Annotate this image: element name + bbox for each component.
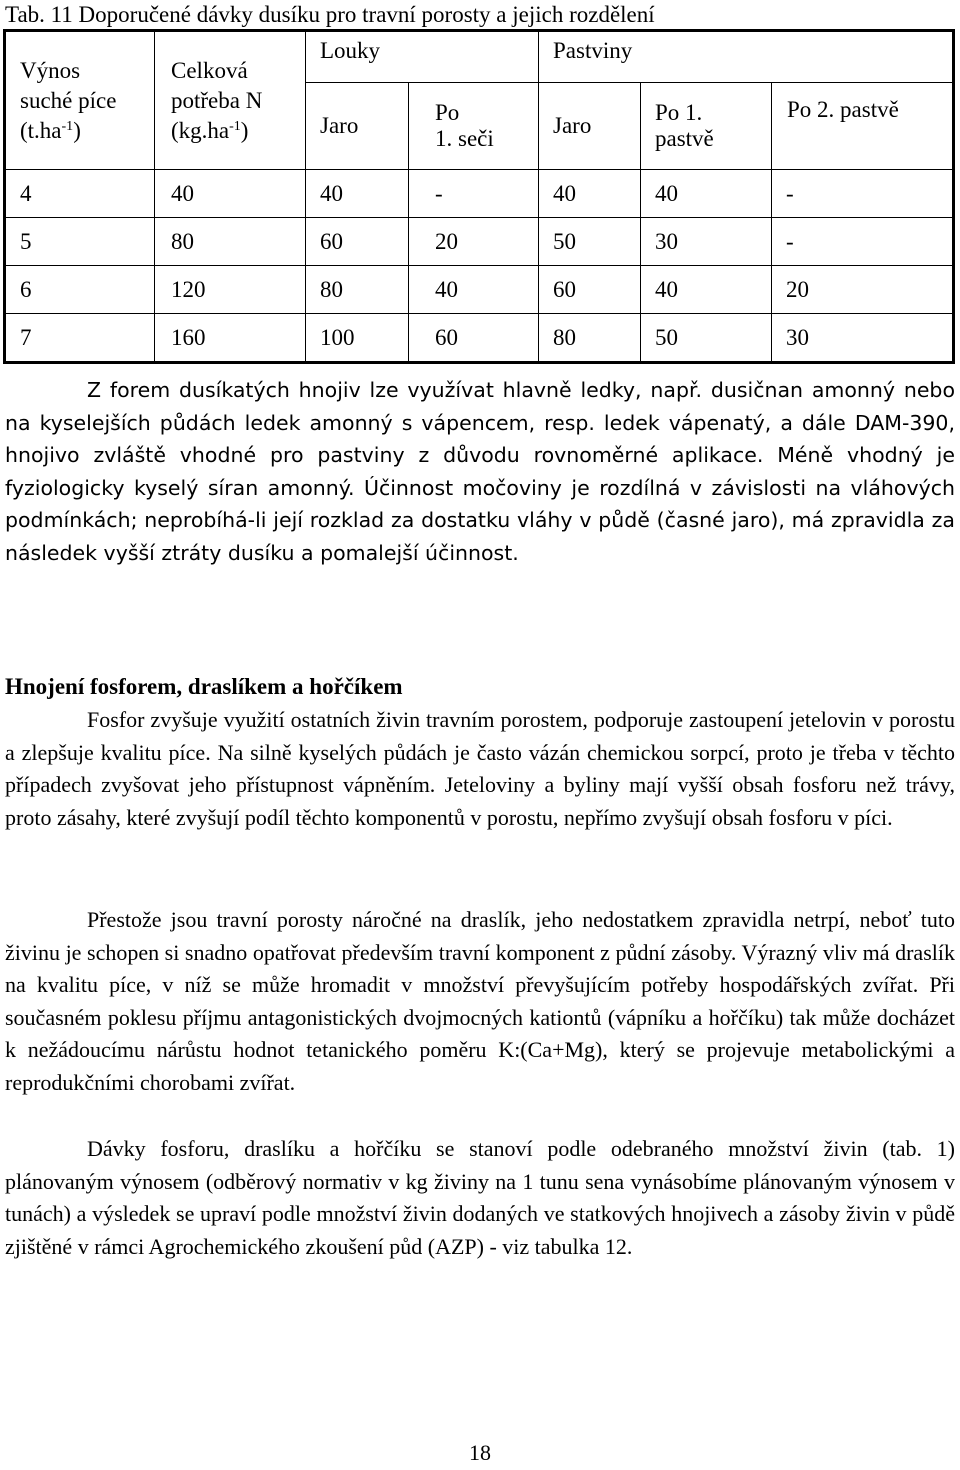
table-row	[5, 266, 954, 314]
table-cell: 30	[641, 218, 772, 266]
header-pastures-spring: Jaro	[539, 83, 641, 170]
table-cell: 80	[306, 266, 409, 314]
paragraph-nitrogen-forms: Z forem dusíkatých hnojiv lze využívat hlavně ledky, např. dusičnan amonný nebo na kyselejších půdách ledek amonný s vápencem, resp. ledek vápenatý, a dále DAM-390, hnojivo zvláště vhodné pro pastviny z důvodu rovnoměrné aplikace. Méně vhodný je fyziologicky kyselý síran amonný. Účinnost močoviny je rozdílná v závislosti na vláhových podmínkách; neprobíhá-li její rozklad za dostatku vláhy v půdě (časné jaro), má zpravidla za následek vyšší ztráty dusíku a pomalejší účinnost.	[5, 378, 955, 565]
nitrogen-dose-table	[3, 29, 955, 364]
header-meadows: Louky	[306, 31, 539, 83]
table-cell: 50	[539, 218, 641, 266]
table-cell: -	[409, 170, 539, 218]
section-heading: Hnojení fosforem, draslíkem a hořčíkem	[5, 674, 403, 699]
header-meadows-after-cut: Po 1. seči	[409, 83, 539, 170]
table-cell: 50	[641, 314, 772, 363]
table-cell: 40	[155, 170, 306, 218]
table-cell: 160	[155, 314, 306, 363]
table-cell: 40	[306, 170, 409, 218]
header-meadows-spring: Jaro	[306, 83, 409, 170]
table-cell: 5	[5, 218, 155, 266]
table-cell: 120	[155, 266, 306, 314]
table-row	[5, 314, 954, 363]
table-cell: -	[772, 218, 954, 266]
table-cell: 40	[409, 266, 539, 314]
header-pastures-after-2: Po 2. pastvě	[772, 83, 954, 170]
table-cell: 40	[539, 170, 641, 218]
table-cell: 40	[641, 266, 772, 314]
table-cell: 60	[409, 314, 539, 363]
table-cell: 30	[772, 314, 954, 363]
paragraph-dosage: Dávky fosforu, draslíku a hořčíku se stanoví podle odebraného množství živin (tab. 1) plánovaným výnosem (odběrový normativ v kg živiny na 1 tunu sena vynásobíme plánovaným výnosem v tunách) a výsledek se upraví podle množství živin dodaných ve statkových hnojivech a zásoby živin v půdě zjištěné v rámci Agrochemického zkoušení půd (AZP) - viz tabulka 12.	[5, 1136, 955, 1259]
table-cell: 40	[641, 170, 772, 218]
header-pastures-after-1: Po 1. pastvě	[641, 83, 772, 170]
page-number: 18	[469, 1440, 491, 1465]
table-cell: 60	[539, 266, 641, 314]
table-cell: 7	[5, 314, 155, 363]
table-cell: -	[772, 170, 954, 218]
header-pastures: Pastviny	[539, 31, 954, 83]
table-cell: 80	[539, 314, 641, 363]
table-caption: Tab. 11 Doporučené dávky dusíku pro travní porosty a jejich rozdělení	[5, 2, 655, 27]
header-yield: Výnos suché píce $(t.ha^{-1})$	[5, 31, 155, 170]
paragraph-phosphorus: Fosfor zvyšuje využití ostatních živin travním porostem, podporuje zastoupení jetelovin v porostu a zlepšuje kvalitu píce. Na silně kyselých půdách je často vázán chemickou sorpcí, proto je třeba v těchto případech zvyšovat jeho přístupnost vápněním. Jeteloviny a byliny mají vyšší obsah fosforu než trávy, proto zásahy, které zvyšují podíl těchto komponentů v porostu, nepřímo zvyšují obsah fosforu v píci.	[5, 707, 955, 830]
table-cell: 20	[772, 266, 954, 314]
table-cell: 4	[5, 170, 155, 218]
table-cell: 20	[409, 218, 539, 266]
header-total-n: Celková potřeba N $(kg.ha^{-1})$	[155, 31, 306, 170]
table-cell: 6	[5, 266, 155, 314]
table-cell: 100	[306, 314, 409, 363]
paragraph-potassium: Přestože jsou travní porosty náročné na draslík, jeho nedostatkem zpravidla netrpí, neboť tuto živinu je schopen si snadno opatřovat především travní komponent z půdní zásoby. Výrazný vliv má draslík na kvalitu píce, v níž se může hromadit v množství převyšujícím potřeby hospodářských zvířat. Při současném poklesu příjmu antagonistických dvojmocných kationtů (vápníku a hořčíku) tak může docházet k nežádoucímu nárůstu hodnot tetanického poměru K:(Ca+Mg), který se projevuje metabolickými a reprodukčními chorobami zvířat.	[5, 907, 955, 1095]
table-row	[5, 170, 954, 218]
table-cell: 60	[306, 218, 409, 266]
table-cell: 80	[155, 218, 306, 266]
table-row	[5, 218, 954, 266]
